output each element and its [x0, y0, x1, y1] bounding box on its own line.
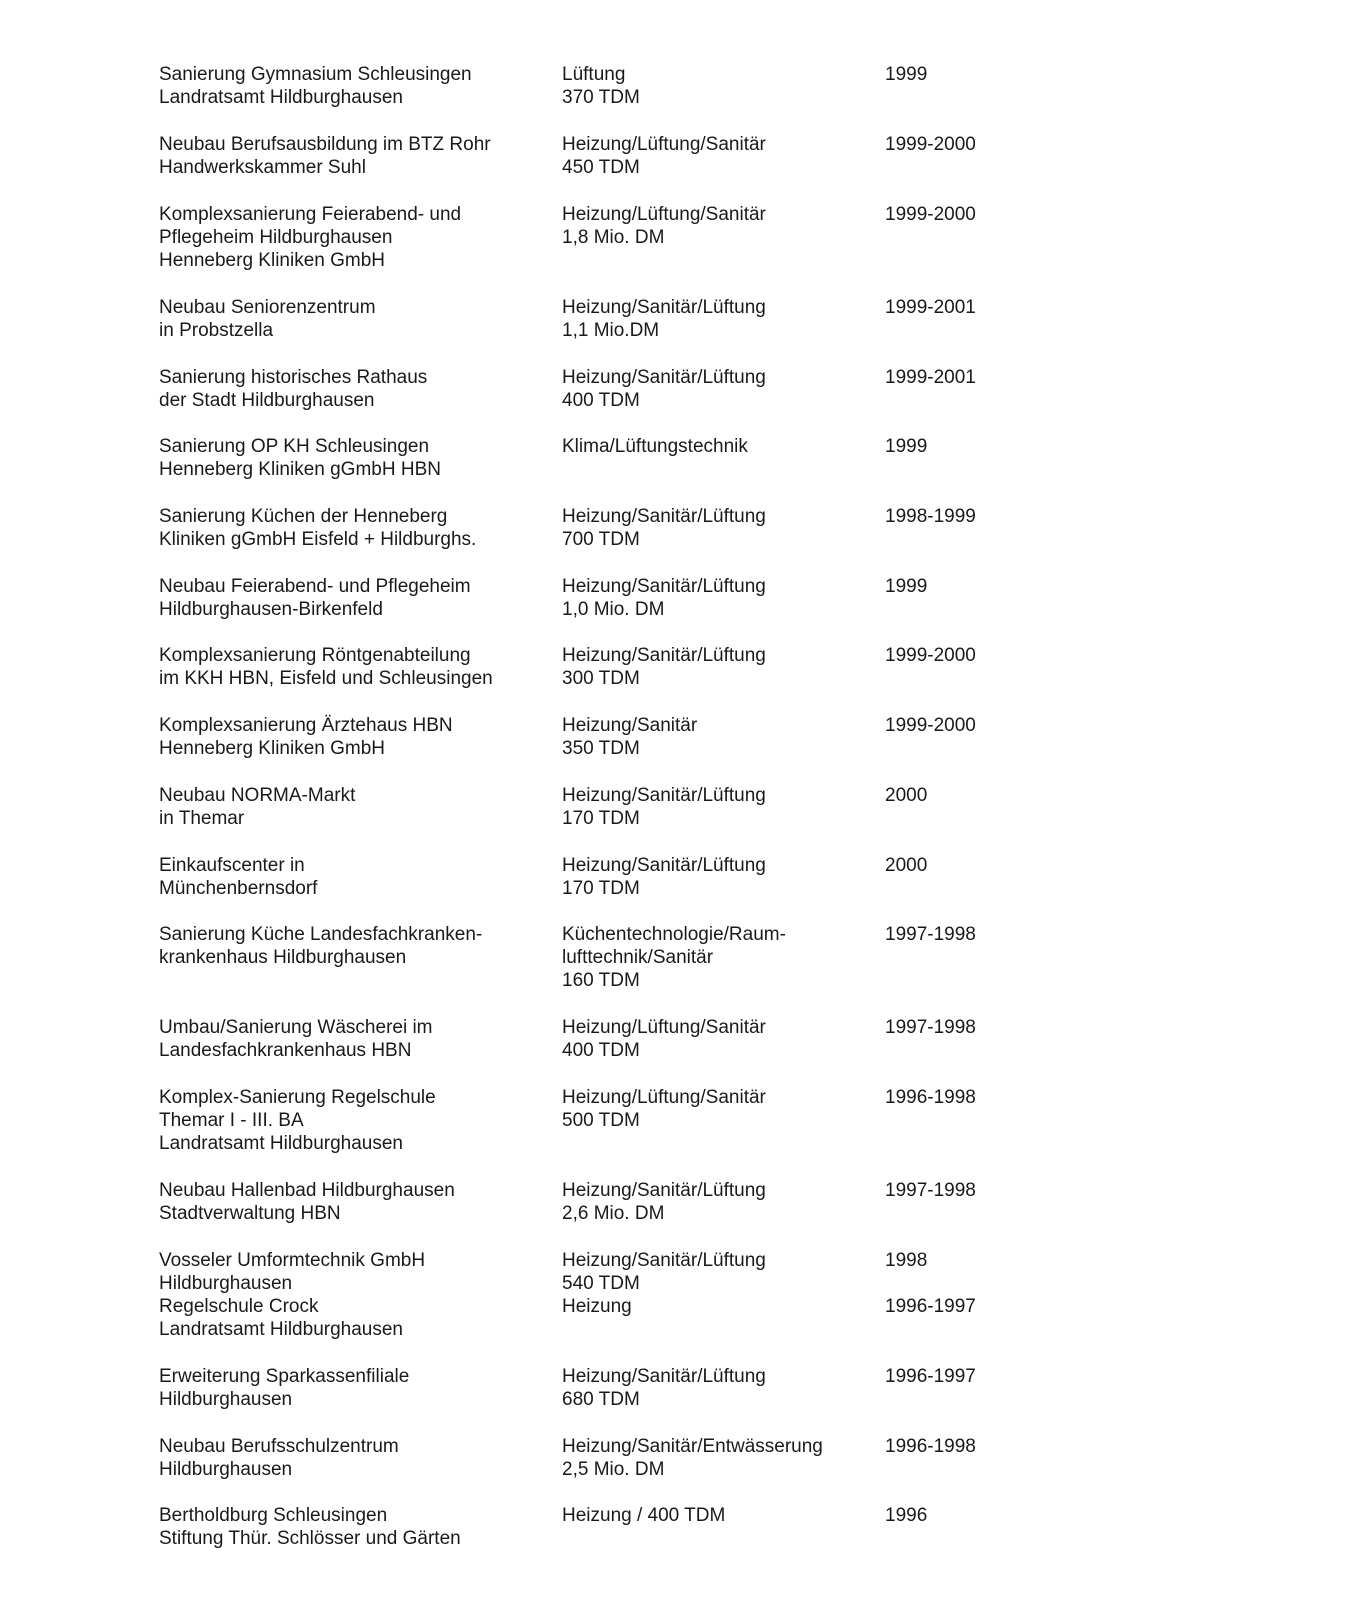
scope-line: 400 TDM [562, 390, 640, 411]
year-line: 1996-1997 [885, 1366, 976, 1387]
scope-line: Heizung/Sanitär/Entwässerung [562, 1436, 823, 1457]
year-column [885, 714, 976, 737]
scope-line: 1,0 Mio. DM [562, 599, 665, 620]
year-line: 1997-1998 [885, 924, 976, 945]
project-line: Komplexsanierung Feierabend- und [159, 204, 462, 225]
year-line: 1997-1998 [885, 1180, 976, 1201]
scope-line: Heizung/Sanitär/Lüftung [562, 855, 766, 876]
project-line: Sanierung historisches Rathaus [159, 367, 428, 388]
scope-line: 540 TDM [562, 1273, 640, 1294]
project-line: Neubau Feierabend- und Pflegeheim [159, 576, 471, 597]
year-line: 1997-1998 [885, 1017, 976, 1038]
project-line: krankenhaus Hildburghausen [159, 947, 407, 968]
year-column [885, 575, 927, 598]
year-column [885, 854, 927, 877]
scope-line: 1,8 Mio. DM [562, 227, 665, 248]
project-line: Henneberg Kliniken GmbH [159, 250, 386, 271]
scope-line: 450 TDM [562, 157, 640, 178]
project-column [159, 366, 427, 412]
scope-column [562, 1249, 766, 1318]
scope-column [562, 63, 640, 109]
scope-line: Heizung/Sanitär/Lüftung [562, 1180, 766, 1201]
project-line: Pflegeheim Hildburghausen [159, 227, 393, 248]
project-column [159, 575, 471, 621]
scope-line: Heizung/Lüftung/Sanitär [562, 134, 766, 155]
scope-line: Heizung/Sanitär/Lüftung [562, 576, 766, 597]
scope-column [562, 1016, 766, 1062]
project-line: Regelschule Crock [159, 1296, 319, 1317]
scope-line: 500 TDM [562, 1110, 640, 1131]
project-column [159, 203, 461, 272]
year-column [885, 1249, 976, 1318]
project-line: Neubau Berufsausbildung im BTZ Rohr [159, 134, 491, 155]
scope-column [562, 854, 766, 900]
scope-line: Heizung/Sanitär/Lüftung [562, 297, 766, 318]
year-line: 1996-1998 [885, 1087, 976, 1108]
project-column [159, 63, 472, 109]
project-line: Landratsamt Hildburghausen [159, 1319, 403, 1340]
scope-column [562, 644, 766, 690]
year-column [885, 203, 976, 226]
scope-column [562, 435, 748, 458]
scope-line: 2,5 Mio. DM [562, 1459, 665, 1480]
scope-line: lufttechnik/Sanitär [562, 947, 714, 968]
project-line: Stiftung Thür. Schlösser und Gärten [159, 1528, 461, 1549]
year-column [885, 366, 976, 389]
scope-line: 1,1 Mio.DM [562, 320, 660, 341]
year-line: 2000 [885, 855, 928, 876]
year-column [885, 63, 927, 86]
project-column [159, 296, 376, 342]
scope-column [562, 714, 697, 760]
scope-column [562, 296, 766, 342]
project-line: in Probstzella [159, 320, 274, 341]
project-line: Landesfachkrankenhaus HBN [159, 1040, 412, 1061]
project-line: Neubau Berufsschulzentrum [159, 1436, 399, 1457]
year-column [885, 1435, 976, 1458]
project-column [159, 1435, 399, 1481]
project-line: Hildburghausen [159, 1273, 293, 1294]
year-column [885, 296, 976, 319]
project-line: der Stadt Hildburghausen [159, 390, 375, 411]
project-line: Landratsamt Hildburghausen [159, 1133, 403, 1154]
project-line: Hildburghausen [159, 1459, 293, 1480]
project-line: Hildburghausen [159, 1389, 293, 1410]
year-line: 1998-1999 [885, 506, 976, 527]
project-line: Sanierung Küchen der Henneberg [159, 506, 448, 527]
year-column [885, 505, 976, 528]
year-line: 1999-2001 [885, 367, 976, 388]
project-column [159, 714, 453, 760]
project-column [159, 854, 317, 900]
project-line: in Themar [159, 808, 245, 829]
year-line: 1999-2000 [885, 715, 976, 736]
scope-column [562, 784, 766, 830]
project-line: Stadtverwaltung HBN [159, 1203, 341, 1224]
scope-line: 680 TDM [562, 1389, 640, 1410]
year-column [885, 644, 976, 667]
project-line: Vosseler Umformtechnik GmbH [159, 1250, 426, 1271]
scope-line: 700 TDM [562, 529, 640, 550]
scope-line: Heizung/Sanitär/Lüftung [562, 1366, 766, 1387]
scope-line: 400 TDM [562, 1040, 640, 1061]
scope-column [562, 366, 766, 412]
scope-line: Heizung/Sanitär/Lüftung [562, 367, 766, 388]
project-column [159, 1504, 461, 1550]
year-column [885, 1086, 976, 1109]
project-line: Neubau Hallenbad Hildburghausen [159, 1180, 455, 1201]
scope-line: Heizung/Sanitär [562, 715, 698, 736]
year-column [885, 133, 976, 156]
scope-line: Heizung/Sanitär/Lüftung [562, 1250, 766, 1271]
scope-line: 350 TDM [562, 738, 640, 759]
year-line: 1996 [885, 1505, 928, 1526]
scope-line: Küchentechnologie/Raum- [562, 924, 786, 945]
scope-line: Heizung / 400 TDM [562, 1505, 726, 1526]
scope-line: 170 TDM [562, 808, 640, 829]
scope-line: Heizung/Sanitär/Lüftung [562, 645, 766, 666]
scope-column [562, 1179, 766, 1225]
year-line: 1996-1997 [885, 1296, 976, 1317]
scope-line: 160 TDM [562, 970, 640, 991]
scope-column [562, 575, 766, 621]
project-line: Erweiterung Sparkassenfiliale [159, 1366, 410, 1387]
scope-line: Heizung/Lüftung/Sanitär [562, 1017, 766, 1038]
year-column [885, 784, 927, 807]
year-line: 1999 [885, 64, 928, 85]
project-column [159, 1086, 436, 1155]
scope-column [562, 1435, 823, 1481]
scope-line: 2,6 Mio. DM [562, 1203, 665, 1224]
project-column [159, 784, 355, 830]
scope-line: Heizung [562, 1296, 632, 1317]
year-line: 1999-2000 [885, 204, 976, 225]
scope-line: Heizung/Lüftung/Sanitär [562, 1087, 766, 1108]
project-column [159, 1249, 425, 1341]
project-line: Neubau Seniorenzentrum [159, 297, 376, 318]
scope-line: 300 TDM [562, 668, 640, 689]
year-column [885, 1365, 976, 1388]
project-line: Handwerkskammer Suhl [159, 157, 366, 178]
project-column [159, 505, 476, 551]
scope-column [562, 923, 786, 992]
project-column [159, 435, 441, 481]
scope-line: 370 TDM [562, 87, 640, 108]
scope-line: Heizung/Sanitär/Lüftung [562, 506, 766, 527]
scope-column [562, 505, 766, 551]
scope-line: Heizung/Lüftung/Sanitär [562, 204, 766, 225]
scope-column [562, 1365, 766, 1411]
project-column [159, 923, 482, 969]
project-line: Sanierung Küche Landesfachkranken- [159, 924, 483, 945]
project-line: Sanierung OP KH Schleusingen [159, 436, 430, 457]
project-line: im KKH HBN, Eisfeld und Schleusingen [159, 668, 493, 689]
scope-line: 170 TDM [562, 878, 640, 899]
project-column [159, 1179, 455, 1225]
scope-line: Lüftung [562, 64, 626, 85]
project-line: Henneberg Kliniken gGmbH HBN [159, 459, 441, 480]
project-line: Komplex-Sanierung Regelschule [159, 1087, 436, 1108]
project-line: Landratsamt Hildburghausen [159, 87, 403, 108]
year-line: 1999-2000 [885, 134, 976, 155]
project-line: Sanierung Gymnasium Schleusingen [159, 64, 472, 85]
year-column [885, 923, 976, 946]
year-line: 1999-2001 [885, 297, 976, 318]
scope-column [562, 203, 766, 249]
year-column [885, 435, 927, 458]
year-line: 1998 [885, 1250, 928, 1271]
year-line: 1996-1998 [885, 1436, 976, 1457]
project-line: Bertholdburg Schleusingen [159, 1505, 388, 1526]
year-column [885, 1179, 976, 1202]
scope-column [562, 133, 766, 179]
year-line: 1999 [885, 436, 928, 457]
project-line: Themar I - III. BA [159, 1110, 304, 1131]
year-line: 1999 [885, 576, 928, 597]
project-column [159, 133, 491, 179]
project-line: Komplexsanierung Röntgenabteilung [159, 645, 471, 666]
project-line: Umbau/Sanierung Wäscherei im [159, 1017, 433, 1038]
scope-line: Klima/Lüftungstechnik [562, 436, 748, 457]
project-line: Kliniken gGmbH Eisfeld + Hildburghs. [159, 529, 477, 550]
scope-column [562, 1504, 725, 1527]
year-column [885, 1504, 927, 1527]
project-column [159, 1016, 433, 1062]
year-line [885, 1272, 976, 1295]
project-line: Neubau NORMA-Markt [159, 785, 356, 806]
project-column [159, 644, 493, 690]
project-column [159, 1365, 409, 1411]
year-column [885, 1016, 976, 1039]
scope-column [562, 1086, 766, 1132]
scope-line: Heizung/Sanitär/Lüftung [562, 785, 766, 806]
year-line: 2000 [885, 785, 928, 806]
project-line: Hildburghausen-Birkenfeld [159, 599, 383, 620]
project-line: Einkaufscenter in [159, 855, 305, 876]
project-line: Münchenbernsdorf [159, 878, 318, 899]
year-line: 1999-2000 [885, 645, 976, 666]
project-line: Henneberg Kliniken GmbH [159, 738, 386, 759]
project-line: Komplexsanierung Ärztehaus HBN [159, 715, 453, 736]
